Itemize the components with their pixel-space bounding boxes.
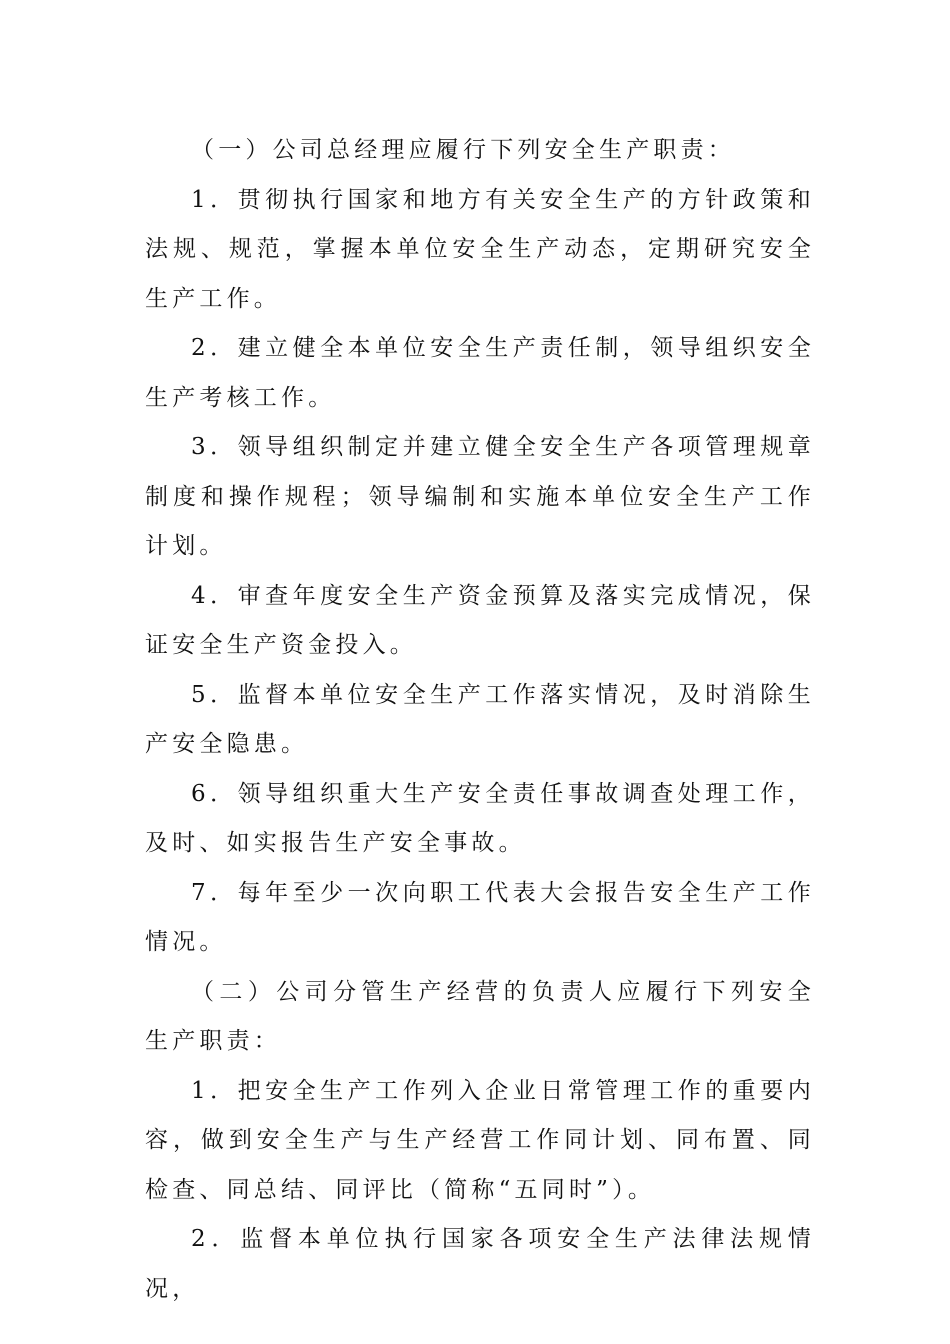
section-heading-production-manager: （二）公司分管生产经营的负责人应履行下列安全生产职责： xyxy=(145,978,815,1054)
list-item: 3．领导组织制定并建立健全安全生产各项管理规章制度和操作规程；领导编制和实施本单位安全生产工作计划。 xyxy=(145,434,815,559)
list-item: 4．审查年度安全生产资金预算及落实完成情况，保证安全生产资金投入。 xyxy=(145,582,815,658)
list-item: 2．监督本单位执行国家各项安全生产法律法规情况， xyxy=(145,1226,815,1302)
list-item: 1．把安全生产工作列入企业日常管理工作的重要内容，做到安全生产与生产经营工作同计划、同布置、同检查、同总结、同评比（简称“五同时”）。 xyxy=(145,1077,815,1203)
section-heading-general-manager: （一）公司总经理应履行下列安全生产职责： xyxy=(191,137,735,163)
list-item: 7．每年至少一次向职工代表大会报告安全生产工作情况。 xyxy=(145,879,815,955)
list-item: 1．贯彻执行国家和地方有关安全生产的方针政策和法规、规范，掌握本单位安全生产动态，定期研究安全生产工作。 xyxy=(145,186,815,312)
list-item: 6．领导组织重大生产安全责任事故调查处理工作，及时、如实报告生产安全事故。 xyxy=(145,780,815,856)
list-item: 5．监督本单位安全生产工作落实情况，及时消除生产安全隐患。 xyxy=(145,681,815,757)
document-body xyxy=(145,126,815,1314)
list-item: 2．建立健全本单位安全生产责任制，领导组织安全生产考核工作。 xyxy=(145,335,815,411)
